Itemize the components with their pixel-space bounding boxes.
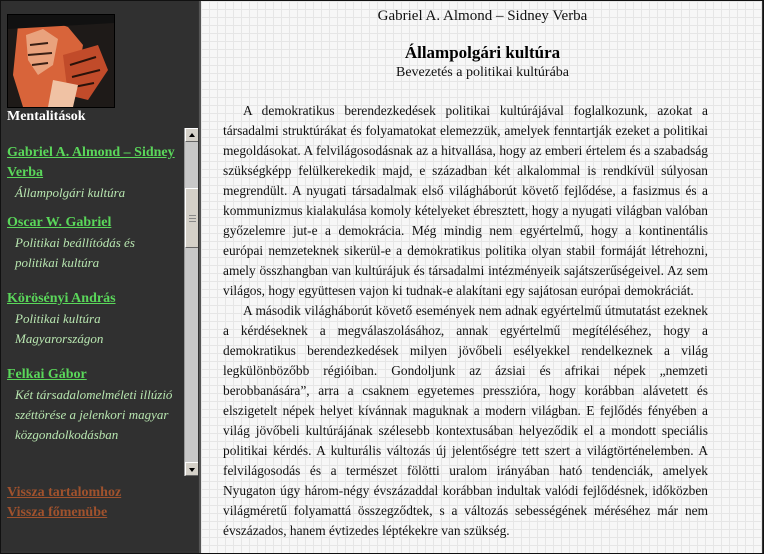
- arrow-up-icon: [189, 133, 195, 137]
- sidebar-entry: [7, 143, 177, 203]
- author-link[interactable]: Oscar W. Gabriel: [7, 215, 112, 230]
- grip-line: [189, 221, 196, 222]
- author-link[interactable]: Gabriel A. Almond – Sidney Verba: [7, 145, 175, 180]
- sidebar-entry: [7, 365, 177, 445]
- portrait-illustration: [8, 15, 114, 107]
- work-title: Állampolgári kultúra: [15, 185, 126, 200]
- document-title: Állampolgári kultúra: [404, 43, 561, 62]
- portrait-image: [7, 14, 115, 108]
- scroll-thumb[interactable]: [185, 188, 198, 248]
- paragraph: A demokratikus berendezkedések politikai kultúrájával foglalkozunk, azokat a társadalmi struktúrákat és folyamatokat elemezzük, amelyek fenntartják ezeket a politikai megoldásokat. A felvilágosodásnak az a hitvallása, hogy az emberi értelem és a szabadság szükségképp felülkerekedik majd, e században két alkalommal is rendkívül súlyosan megrendült. A nyugati társadalmak első világháborút követő fejlődése, a fasizmus és a kommunizmus kialakulása komoly kételyeket ébresztett, hogy a nyugati világban valóban győzelemre jut-e a demokrácia. Még mindig nem egyértelmű, hogy a kontinentális európai nemzeteknek sikerül-e a demokratikus politika olyan stabil formáját létrehozni, amely összhangban van kultúrájuk és társadalmi intézményeik sajátszerűségeivel. Az sem világos, hogy együttesen vajon ki tudnak-e alakítani egy sajátosan európai demokráciát.: [223, 103, 708, 298]
- paragraph: A második világháborút követő események nem adnak egyértelmű útmutatást ezeknek a kérdéseknek a megválaszolásához, annak egyértelmű megítéléséhez, hogy a demokratikus berendezkedések milyen jövőbeli esélyekkel rendelkeznek a világ legkülönbözőbb régióiban. Gondoljunk az ázsiai és afrikai népek „nemzeti berobbanására”, arra a csaknem egyetemes presszióra, hogy korábban alávetett és elszigetelt népek helyet kívánnak maguknak a modern világban. E fejlődés fényében a világ jövőbeli kultúrájának szélesebb kontextusában helyeződik el a mondott speciális politikai kérdés. A kulturális változás új jelentőségre tett szert a világtörténelemben. A felvilágosodás és a természet fölötti uralom irányában ható tendenciák, amelyek Nyugaton úgy három-négy évszázaddal korábban indultak valódi fejlődésnek, időközben világméretű folyamattá összegződtek, s a változás sebességének méréséhez már nem évszázados, hanem évtizedes léptékekre van szükség.: [223, 303, 708, 538]
- running-head: Gabriel A. Almond – Sidney Verba: [377, 8, 588, 24]
- section-heading: Mentalitások: [7, 109, 86, 124]
- sidebar-entry: [7, 213, 177, 273]
- scroll-down-button[interactable]: [185, 462, 198, 476]
- back-to-main-menu-link[interactable]: Vissza főmenübe: [7, 505, 108, 520]
- document-subtitle: Bevezetés a politikai kultúrába: [396, 65, 569, 80]
- document-body: [223, 101, 708, 541]
- arrow-down-icon: [189, 468, 195, 472]
- scroll-up-button[interactable]: [185, 128, 198, 142]
- sidebar-entry: [7, 289, 177, 349]
- work-title: Két társadalomelméleti illúzió széttörése a jelenkori magyar közgondolkodásban: [15, 387, 173, 442]
- grip-line: [189, 215, 196, 216]
- work-title: Politikai beállítódás és politikai kultúra: [15, 235, 135, 270]
- document-frame: [199, 1, 762, 553]
- work-title: Politikai kultúra Magyarországon: [15, 311, 104, 346]
- author-link[interactable]: Körösényi András: [7, 291, 116, 306]
- back-to-contents-link[interactable]: Vissza tartalomhoz: [7, 485, 122, 500]
- author-link[interactable]: Felkai Gábor: [7, 367, 87, 382]
- sidebar-scrollbar[interactable]: [184, 128, 198, 476]
- sidebar-content: [1, 106, 184, 476]
- grip-line: [189, 218, 196, 219]
- sidebar-frame: [1, 1, 198, 551]
